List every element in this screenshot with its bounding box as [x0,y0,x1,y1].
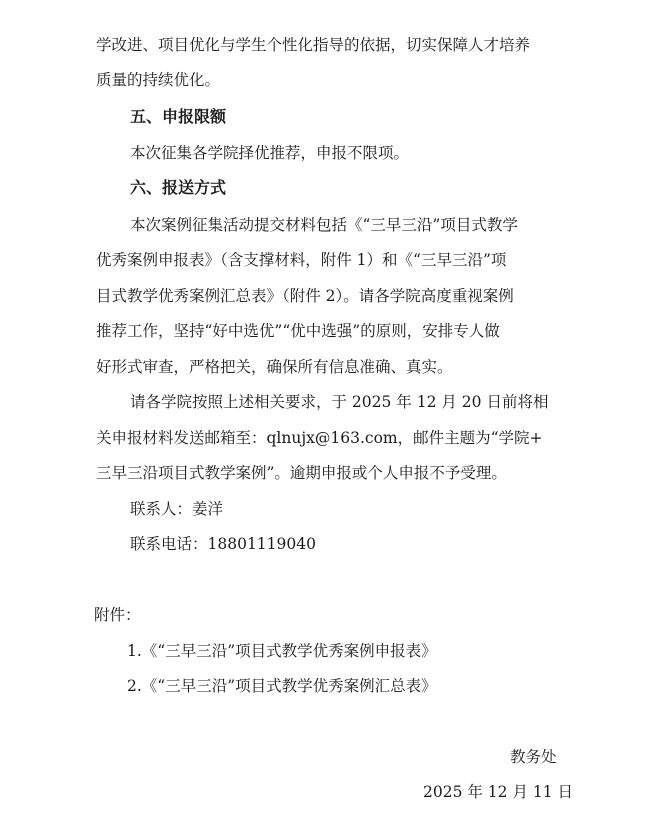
attachments-label: 附件： [94,606,141,624]
paragraph-line: 优秀案例申报表》（含支撑材料，附件 1）和《“三早三沿”项 [96,251,507,269]
paragraph-line: 三早三沿项目式教学案例”。逾期申报或个人申报不予受理。 [96,464,507,482]
contact-phone: 联系电话：18801119040 [130,535,316,553]
signature-date: 2025 年 12 月 11 日 [423,783,574,801]
section-heading-submission: 六、报送方式 [130,178,227,197]
attachment-item-1: 1.《“三早三沿”项目式教学优秀案例申报表》 [127,642,437,660]
paragraph-line: 学改进、项目优化与学生个性化指导的依据，切实保障人才培养 [96,36,531,54]
paragraph-line: 目式教学优秀案例汇总表》（附件 2）。请各学院高度重视案例 [96,287,514,305]
paragraph-line: 关申报材料发送邮箱至：qlnujx@163.com，邮件主题为“学院+ [96,429,543,447]
contact-person: 联系人：姜洋 [130,500,224,518]
section-heading-quota: 五、申报限额 [130,107,227,126]
paragraph-line: 好形式审查，严格把关，确保所有信息准确、真实。 [96,358,453,376]
attachment-item-2: 2.《“三早三沿”项目式教学优秀案例汇总表》 [127,677,437,695]
paragraph-line: 本次征集各学院择优推荐，申报不限项。 [130,144,410,162]
signature-organization: 教务处 [510,748,557,766]
paragraph-line: 本次案例征集活动提交材料包括《“三早三沿”项目式教学 [130,216,518,234]
paragraph-line: 质量的持续优化。 [96,71,221,89]
paragraph-line: 请各学院按照上述相关要求，于 2025 年 12 月 20 日前将相 [130,393,549,411]
paragraph-line: 推荐工作，坚持“好中选优”“优中选强”的原则，安排专人做 [96,322,500,340]
